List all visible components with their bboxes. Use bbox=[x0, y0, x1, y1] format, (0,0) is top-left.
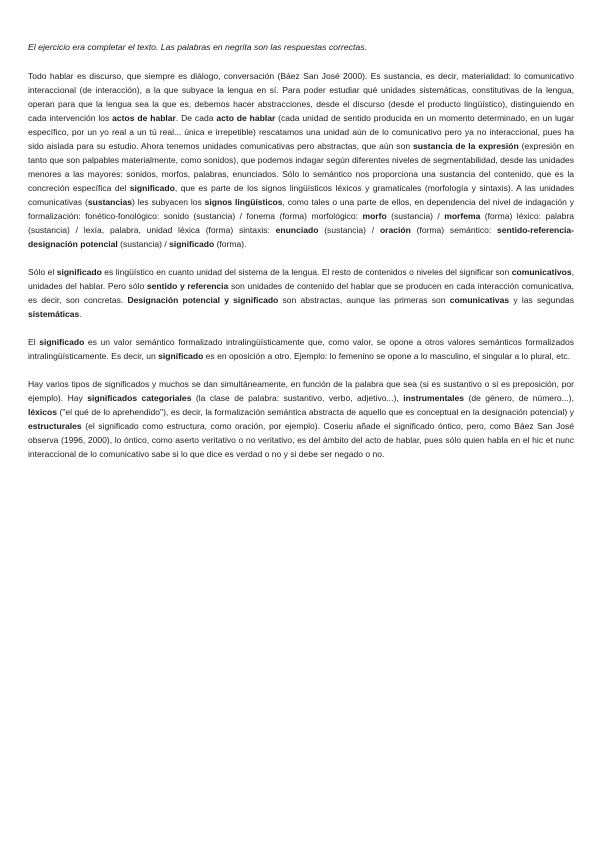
answer-term: actos de hablar bbox=[112, 113, 176, 123]
text-segment: Sólo el bbox=[28, 267, 57, 277]
answer-term: Designación potencial y significado bbox=[127, 295, 279, 305]
text-segment: es en oposición a otro. Ejemplo: lo femenino se opone a lo masculino, el singular a lo plural, etc. bbox=[203, 351, 571, 361]
text-segment: (sustancia) / bbox=[386, 211, 445, 221]
paragraph-significado-linguistico bbox=[28, 265, 574, 321]
text-segment: , unidades del hablar. Pero sólo bbox=[28, 267, 574, 291]
text-segment: (sustancia) / bbox=[318, 225, 380, 235]
answer-term: oración bbox=[379, 225, 411, 235]
text-segment: son abstractas, aunque las primeras son bbox=[278, 295, 450, 305]
text-segment: (la clase de palabra: sustantivo, verbo, adjetivo...), bbox=[191, 393, 404, 403]
text-segment: (cada unidad de sentido producida en un momento determinado, en un lugar específico, por un yo real a un tú real... única e irrepetible) rescatamos una unidad aún de lo comunicativo pero ya no interaccional, pues ha sido aislada para su estudio. Ahora tenemos unidades comunicativas pero abstractas, que aún son bbox=[28, 113, 574, 151]
text-segment: Hay varios tipos de significados y muchos se dan simultáneamente, en función de la palabra que sea (si es sustantivo o si es preposición, por ejemplo). Hay bbox=[28, 379, 574, 403]
text-segment: , como tales o una parte de ellos, en dependencia del nivel de indagación y formalización: fonético-fonológico: sonido (sustancia) / fonema (forma) morfológico: bbox=[28, 197, 574, 221]
text-segment: (expresión en tanto que son palpables materialmente, como sonidos), que podemos indagar según diferentes niveles de segmentabilidad, desde las unidades menores a las mayores: sonidos, morfos, palabras, enunciados. Sólo lo semántico nos proporciona una sustancia del contenido, que es la concreción específica del bbox=[28, 141, 574, 193]
text-segment: ) les subyacen los bbox=[132, 197, 205, 207]
text-segment: es lingüístico en cuanto unidad del sistema de la lengua. El resto de contenidos o niveles del significar son bbox=[101, 267, 512, 277]
text-segment: , que es parte de los signos lingüísticos léxicos y gramaticales (morfología y sintaxis). A las unidades comunicativas ( bbox=[28, 183, 575, 207]
answer-term: significado bbox=[56, 267, 102, 277]
text-segment: ("el qué de lo aprehendido"), es decir, la formalización semántica abstracta de aquello que es conceptual en la designación potencial) y bbox=[56, 407, 574, 417]
text-segment: . bbox=[79, 309, 82, 319]
paragraph-discurso bbox=[28, 69, 574, 251]
text-segment: (sustancia) / bbox=[117, 239, 170, 249]
answer-term: acto de hablar bbox=[216, 113, 276, 123]
text-segment: Todo hablar es discurso, que siempre es diálogo, conversación (Báez San José 2000). Es sustancia, es decir, materialidad: lo comunicativo interaccional (de interacción), a la que subyace la lengua en sí. Para poder estudiar qué unidades sistemáticas, constitutivas de la lengua, operan para que la lengua sea la que es, debemos hacer abstracciones, desde el discurso (desde el producto lingüístico), distinguiendo en cada intervención los bbox=[28, 71, 574, 123]
exercise-intro: El ejercicio era completar el texto. Las palabras en negrita son las respuestas correctas. bbox=[28, 42, 367, 52]
paragraph-valor-semantico bbox=[28, 335, 574, 363]
answer-term: significado bbox=[129, 183, 175, 193]
text-segment: y las segundas bbox=[509, 295, 575, 305]
text-segment: El bbox=[28, 337, 40, 347]
text-segment: (de género, de número...), bbox=[464, 393, 575, 403]
answer-term: significados categoriales bbox=[87, 393, 192, 403]
text-segment: (forma) léxico: palabra (sustancia) / lexía, palabra, unidad léxica (forma) sintaxis: bbox=[28, 211, 574, 235]
text-segment: (forma). bbox=[214, 239, 247, 249]
answer-term: enunciado bbox=[275, 225, 319, 235]
answer-term: estructurales bbox=[28, 421, 82, 431]
answer-term: sentido y referencia bbox=[146, 281, 229, 291]
text-segment: . De cada bbox=[175, 113, 217, 123]
answer-term: significado bbox=[169, 239, 215, 249]
answer-term: sustancia de la expresión bbox=[413, 141, 519, 151]
answer-term: instrumentales bbox=[403, 393, 465, 403]
answer-term: comunicativos bbox=[511, 267, 572, 277]
paragraph-tipos-significados bbox=[28, 377, 574, 461]
answer-term: comunicativas bbox=[449, 295, 510, 305]
text-segment: (el significado como estructura, como oración, por ejemplo). Coseriu añade el significado óntico, pero, como Báez San José observa (1996, 2000), lo óntico, como aserto veritativo o no veritativo, es del ámbito del acto de hablar, pues sólo quien habla en el hic et nunc interaccional de lo comunicativo sabe si lo que dice es verdad o no y si debe ser negado o no. bbox=[28, 421, 574, 459]
answer-term: sistemáticas bbox=[28, 309, 80, 319]
answer-term: sentido-referencia-designación potencial bbox=[28, 225, 574, 249]
answer-term: sustancias bbox=[87, 197, 133, 207]
text-segment: es un valor semántico formalizado intralingüísticamente que, como valor, se opone a otros valores semánticos formalizados intralingüísticamente. Es decir, un bbox=[28, 337, 574, 361]
answer-term: léxicos bbox=[28, 407, 57, 417]
text-segment: son unidades de contenido del hablar que se producen en cada interacción comunicativa, es decir, son concretas. bbox=[28, 281, 574, 305]
text-segment: (forma) semántico: bbox=[410, 225, 498, 235]
answer-term: morfema bbox=[444, 211, 481, 221]
answer-term: significado bbox=[158, 351, 204, 361]
answer-term: significado bbox=[39, 337, 85, 347]
answer-term: signos lingüísticos bbox=[204, 197, 283, 207]
answer-term: morfo bbox=[362, 211, 387, 221]
